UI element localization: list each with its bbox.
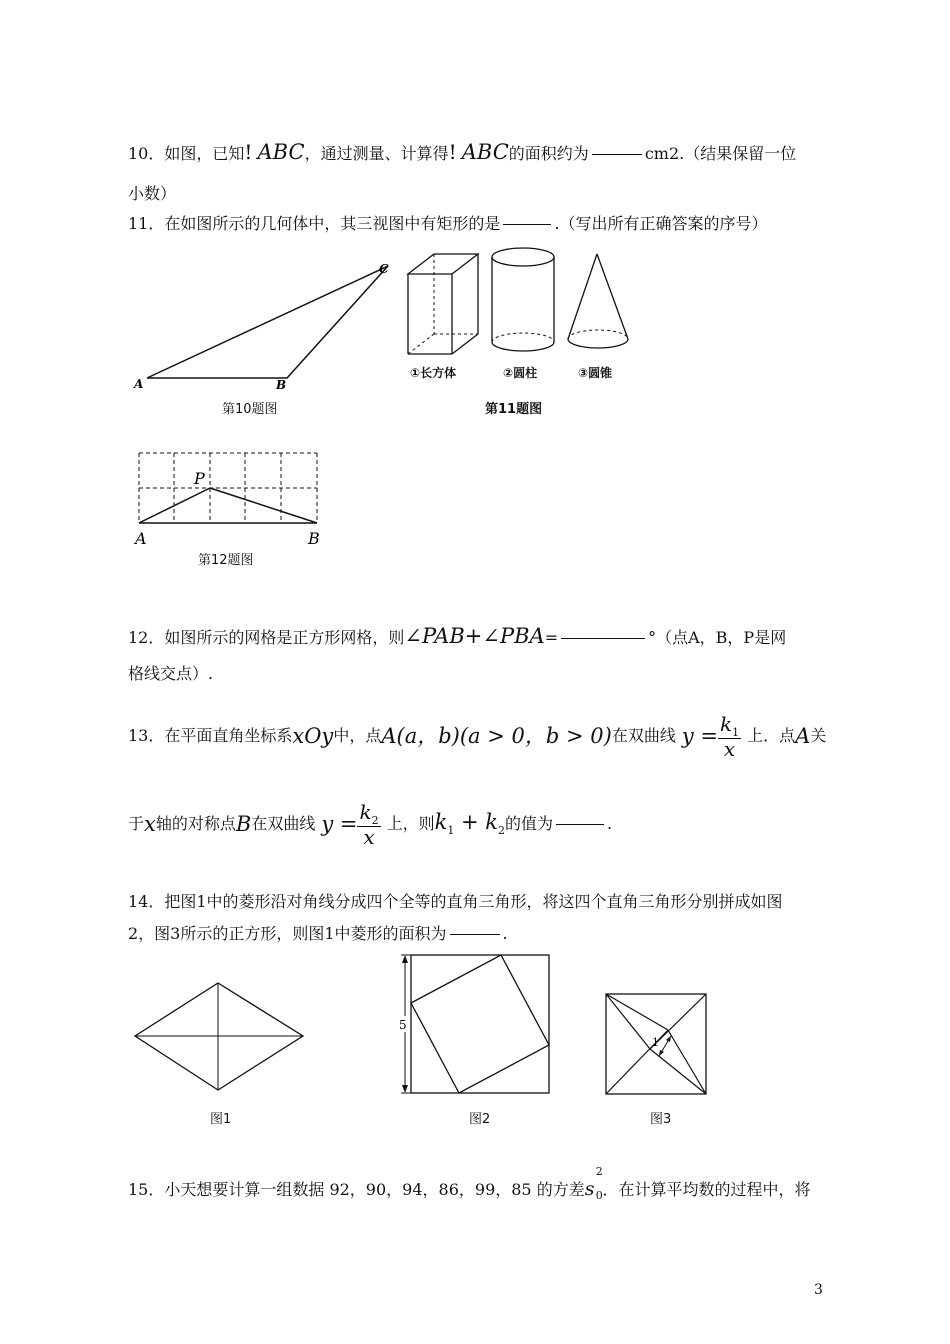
fig14-caption-2: 图2	[469, 1112, 491, 1127]
q13-text-c: 在双曲线	[611, 726, 676, 745]
q13-line1	[128, 706, 826, 766]
fig14-caption-1: 图1	[210, 1112, 232, 1127]
q15-variance-symbol	[584, 1165, 603, 1202]
fig11-label-cuboid: ①长方体	[410, 366, 457, 380]
q13-text-b: 中，点	[333, 726, 382, 745]
q13-point-b: B	[235, 811, 252, 836]
q13-coordinates: (a，b)(a > 0，b > 0)	[396, 723, 612, 748]
fig10-label-c: C	[379, 262, 389, 276]
q12-text-a: 12．如图所示的网格是正方形网格，则	[128, 628, 405, 647]
q12-answer-blank	[561, 638, 645, 639]
q14-text: 2，图3所示的正方形，则图1中菱形的面积为	[128, 924, 447, 943]
q13-period: .	[607, 814, 613, 833]
q10-text-c: 的面积约为	[508, 144, 589, 163]
q14-period: .	[502, 924, 508, 943]
q13-coordinate-system: xOy	[292, 723, 334, 748]
q13-sum-k1: k	[434, 809, 448, 834]
q11-text: 11．在如图所示的几何体中，其三视图中有矩形的是	[128, 214, 501, 233]
q13-y-equals-2: y =	[321, 811, 358, 836]
fig11-label-cylinder: ②圆柱	[503, 366, 538, 380]
fig11-caption: 第11题图	[485, 402, 543, 417]
q10-line2: 小数）	[128, 184, 177, 203]
q13-fraction-1	[718, 711, 741, 761]
q14-line2	[128, 926, 508, 942]
q10-text-d: cm2.（结果保留一位	[644, 144, 797, 163]
q12-line2: 格线交点）.	[128, 664, 214, 683]
q13-line2	[128, 794, 612, 854]
q13-y-equals-1: y =	[681, 723, 718, 748]
fig12-label-p: P	[194, 469, 205, 488]
q10-text-a: 10．如图，已知	[128, 144, 245, 163]
q13-text-f: 于	[128, 814, 145, 833]
q13-fraction-2	[357, 799, 380, 849]
q13-k2: k	[359, 799, 372, 824]
q13-k2-sub: 2	[371, 813, 379, 827]
q13-k1-sub: 1	[732, 725, 740, 739]
q13-text-e: 关	[810, 726, 827, 745]
q10-line1: 10．如图，已知! ABC，通过测量、计算得! ABC的面积约为 cm2.（结果保留一位	[128, 140, 797, 164]
q13-denominator-1: x	[723, 736, 736, 761]
fig14-label-1: 1	[652, 1036, 659, 1049]
q13-text-d: 上．点	[747, 726, 796, 745]
fig10-label-b: B	[276, 378, 287, 392]
q15-text-a: 15．小天想要计算一组数据 92，90，94，86，99，85 的方差	[128, 1180, 585, 1199]
fig12-grid	[130, 446, 330, 556]
q11-answer-blank	[503, 224, 551, 225]
q13-answer-blank	[556, 824, 604, 825]
q15-superscript: 2	[595, 1165, 603, 1178]
q11-line	[128, 216, 767, 232]
fig14-label-5: 5	[399, 1018, 407, 1032]
q13-sum-sub2: 2	[498, 824, 506, 838]
q12-expression: ∠PAB+∠PBA	[404, 624, 545, 648]
fig12-caption: 第12题图	[198, 553, 254, 568]
q15-s: s	[584, 1178, 595, 1200]
q13-k1: k	[719, 711, 733, 736]
q13-x-axis: x	[144, 811, 156, 836]
q13-sum-plus-k2: + k	[461, 809, 499, 834]
q13-sum	[434, 809, 506, 838]
fig11-label-cone: ③圆锥	[578, 366, 613, 380]
fig11-cuboid	[404, 250, 484, 360]
q13-sum-sub1: 1	[447, 824, 455, 838]
q13-point-a-2: A	[795, 723, 811, 748]
fig11-cone	[564, 250, 634, 356]
q13-text-g: 轴的对称点	[155, 814, 236, 833]
q13-text-a: 13．在平面直角坐标系	[128, 726, 293, 745]
q12-line1	[128, 626, 786, 647]
fig14-caption-3: 图3	[650, 1112, 672, 1127]
fig14-square-3	[602, 990, 712, 1096]
q15-subscript: 0	[595, 1189, 603, 1202]
q10-triangle-name-2: ABC	[461, 140, 509, 164]
q15-line	[128, 1165, 811, 1202]
q14-answer-blank	[450, 934, 500, 935]
q10-text-b: ，通过测量、计算得	[304, 144, 449, 163]
page-number: 3	[814, 1282, 823, 1298]
fig11-cylinder	[488, 244, 560, 360]
fig14-rhombus	[130, 980, 310, 1095]
q13-denominator-2: x	[363, 824, 375, 849]
fig10-caption: 第10题图	[222, 402, 278, 417]
q12-text-b: °（点A，B，P是网	[648, 628, 787, 647]
q13-point-a: A	[381, 723, 397, 748]
q15-text-b: ．在计算平均数的过程中，将	[602, 1180, 811, 1199]
fig10-label-a: A	[134, 377, 144, 391]
q13-text-i: 上，则	[386, 814, 435, 833]
q10-answer-blank	[592, 154, 642, 155]
q12-equals: =	[544, 628, 559, 647]
q13-text-j: 的值为	[505, 814, 554, 833]
fig14-square-2	[394, 950, 554, 1098]
q10-triangle-name-1: ABC	[257, 140, 305, 164]
fig12-label-b: B	[308, 529, 320, 548]
fig10-triangle	[130, 260, 400, 400]
q13-text-h: 在双曲线	[251, 814, 316, 833]
fig12-label-a: A	[135, 529, 147, 548]
q11-tail: .（写出所有正确答案的序号）	[554, 214, 768, 233]
q14-line1: 14．把图1中的菱形沿对角线分成四个全等的直角三角形，将这四个直角三角形分别拼成如图	[128, 892, 783, 911]
